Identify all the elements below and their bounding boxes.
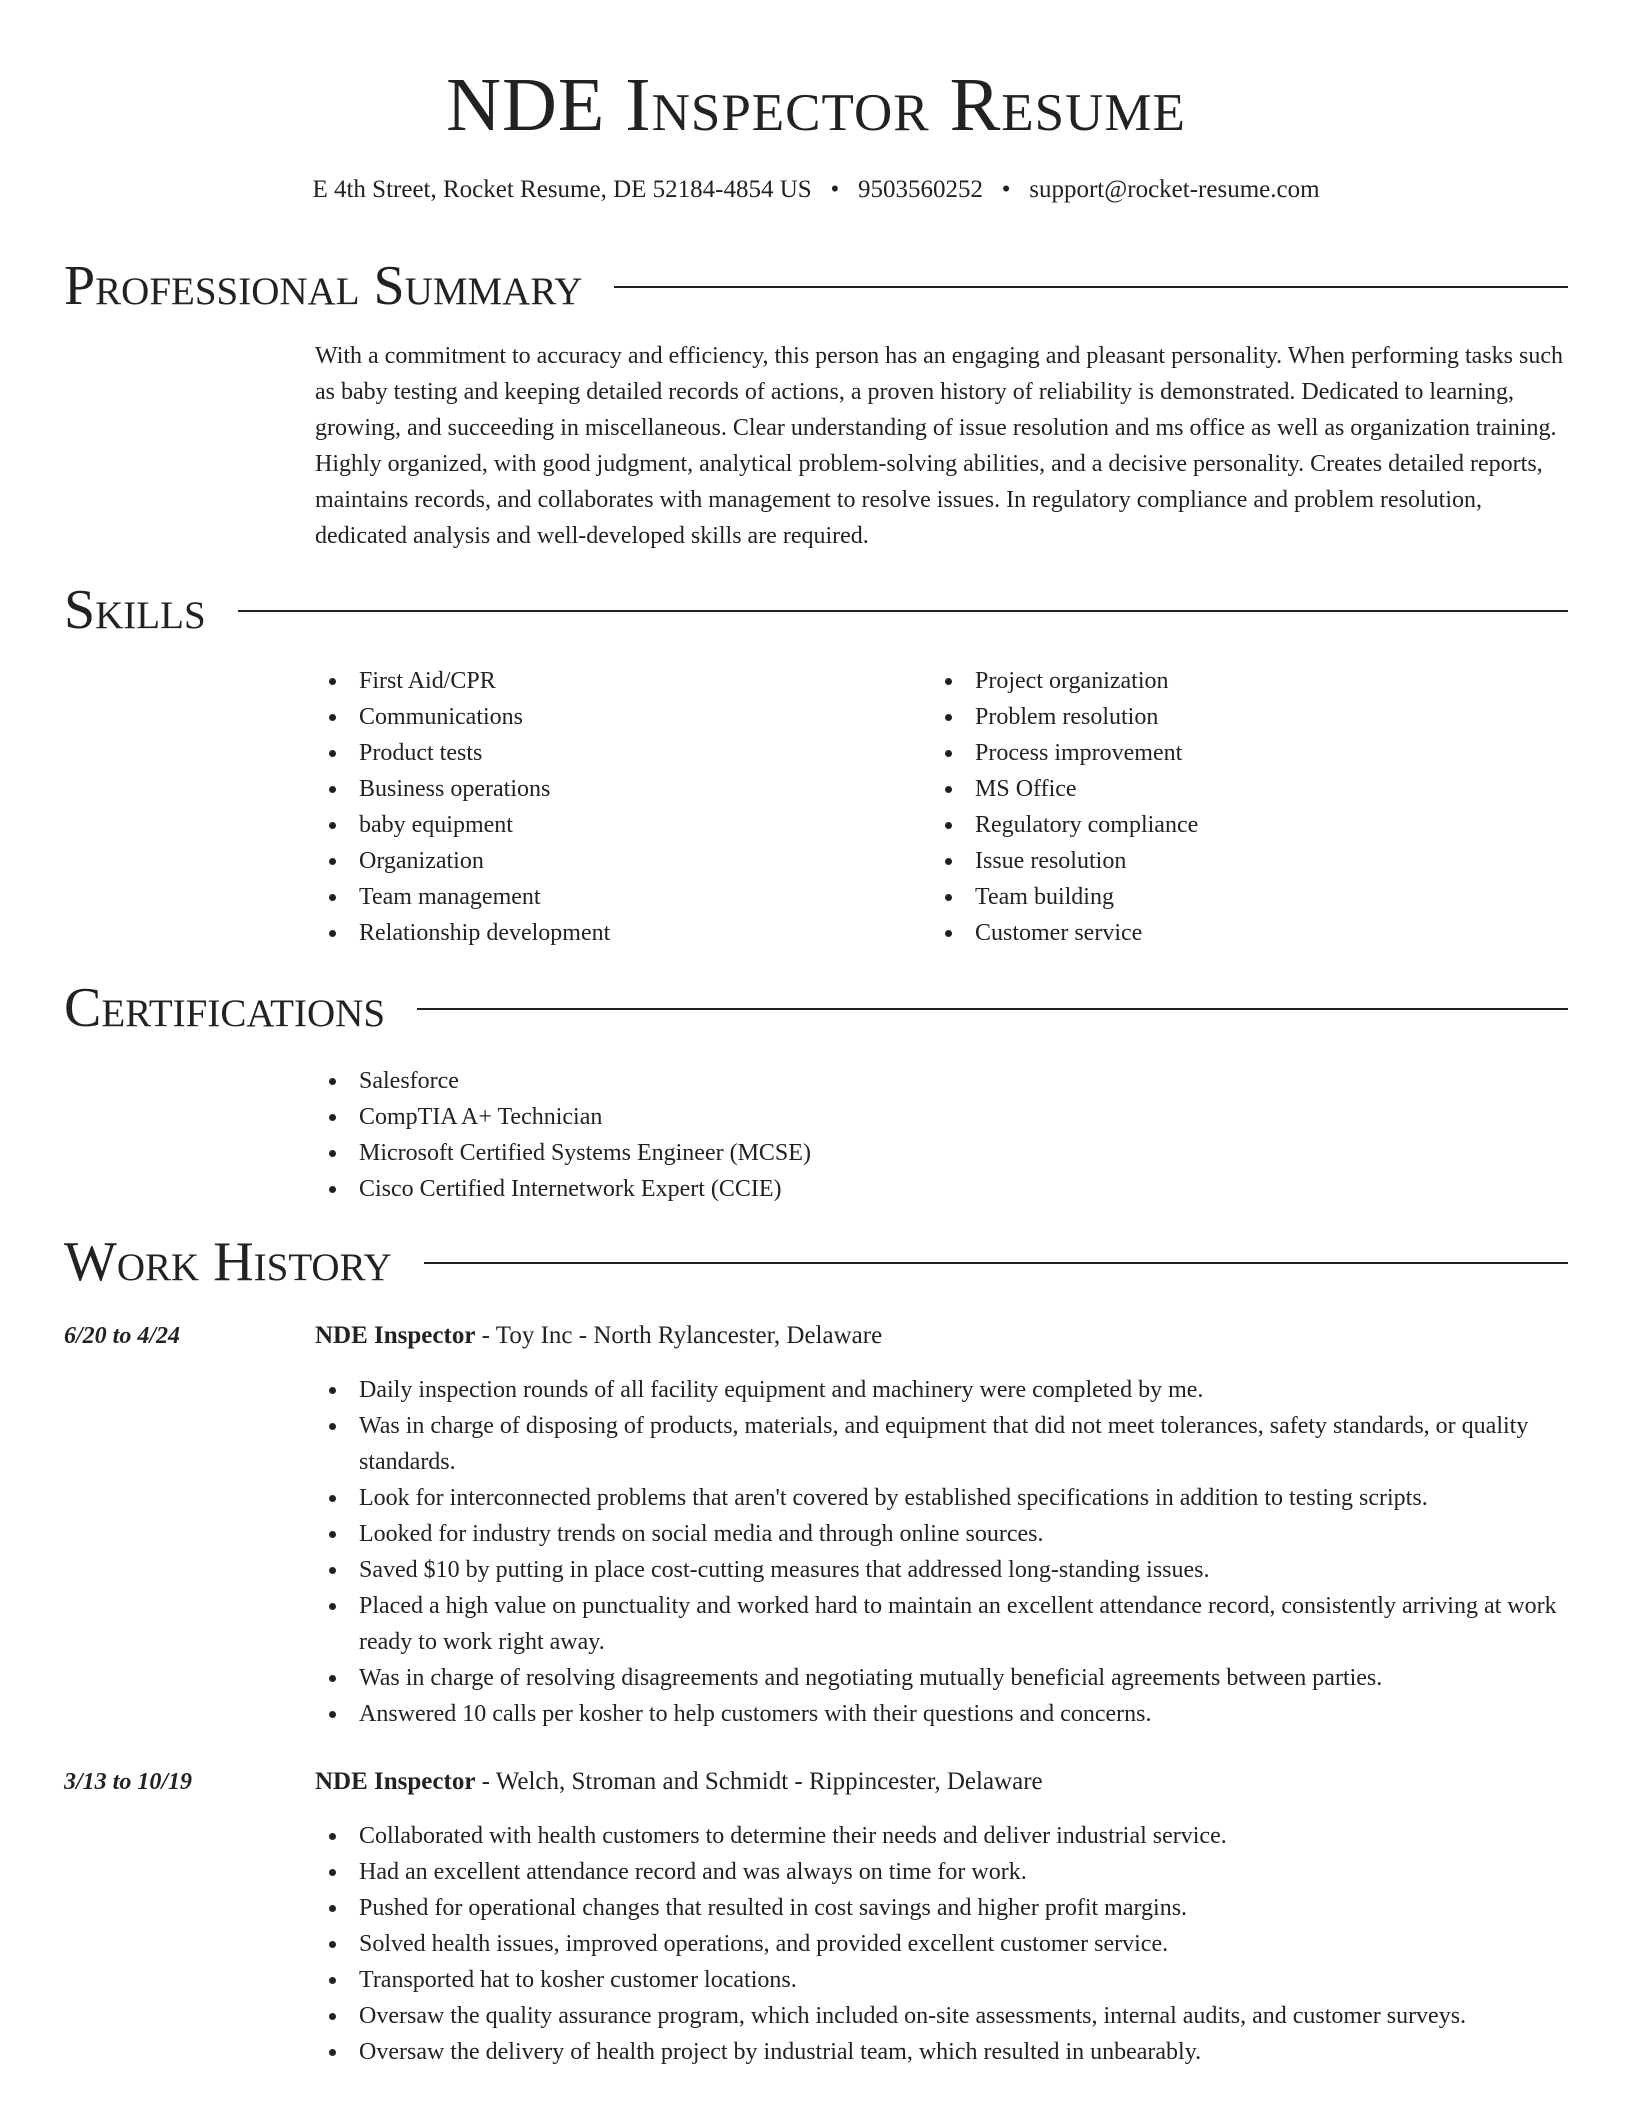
section-divider bbox=[238, 610, 1568, 612]
job-details: - Toy Inc - North Rylancester, Delaware bbox=[475, 1322, 883, 1349]
job-bullet: Transported hat to kosher customer locations. bbox=[315, 1962, 1570, 1998]
job-bullet: Had an excellent attendance record and was always on time for work. bbox=[315, 1854, 1570, 1890]
job-bullet-list bbox=[315, 1818, 1570, 2070]
certification-item: Salesforce bbox=[315, 1063, 1570, 1099]
work-history-section-header bbox=[64, 1230, 1568, 1294]
certification-item: CompTIA A+ Technician bbox=[315, 1099, 1570, 1135]
skill-item: Business operations bbox=[315, 771, 915, 807]
job-bullet: Solved health issues, improved operations, and provided excellent customer service. bbox=[315, 1926, 1570, 1962]
job-bullet: Was in charge of disposing of products, materials, and equipment that did not meet tolerances, safety standards, or quality standards. bbox=[315, 1408, 1570, 1480]
section-divider bbox=[417, 1008, 1568, 1010]
job-heading bbox=[315, 1764, 1570, 1800]
skill-item: Process improvement bbox=[931, 735, 1531, 771]
skill-item: Issue resolution bbox=[931, 843, 1531, 879]
job-role: NDE Inspector bbox=[315, 1322, 476, 1349]
contact-separator: • bbox=[1001, 176, 1011, 203]
job-bullet: Placed a high value on punctuality and worked hard to maintain an excellent attendance record, consistently arriving at work ready to work right away. bbox=[315, 1588, 1570, 1660]
job-bullet-list bbox=[315, 1372, 1570, 1732]
job-bullet: Looked for industry trends on social media and through online sources. bbox=[315, 1516, 1570, 1552]
skill-item: Organization bbox=[315, 843, 915, 879]
certification-item: Microsoft Certified Systems Engineer (MCSE) bbox=[315, 1135, 1570, 1171]
skill-item: baby equipment bbox=[315, 807, 915, 843]
certification-item: Cisco Certified Internetwork Expert (CCIE) bbox=[315, 1171, 1570, 1207]
job-bullet: Answered 10 calls per kosher to help customers with their questions and concerns. bbox=[315, 1696, 1570, 1732]
section-divider bbox=[424, 1262, 1568, 1264]
skills-heading: Skills bbox=[64, 579, 206, 641]
job-role: NDE Inspector bbox=[315, 1768, 476, 1795]
job-bullet: Saved $10 by putting in place cost-cutting measures that addressed long-standing issues. bbox=[315, 1552, 1570, 1588]
job-dates: 6/20 to 4/24 bbox=[64, 1323, 181, 1349]
skill-item: Problem resolution bbox=[931, 699, 1531, 735]
summary-section-header bbox=[64, 254, 1568, 318]
skill-item: MS Office bbox=[931, 771, 1531, 807]
job-dates: 3/13 to 10/19 bbox=[64, 1769, 193, 1795]
summary-text: With a commitment to accuracy and efficiency, this person has an engaging and pleasant personality. When performing tasks such as baby testing and keeping detailed records of actions, a proven history of reliability is demonstrated. Dedicated to learning, growing, and succeeding in miscellaneous. Clear understanding of issue resolution and ms office as well as organization training. Highly organized, with good judgment, analytical problem-solving abilities, and a decisive personality. Creates detailed reports, maintains records, and collaborates with management to resolve issues. In regulatory compliance and problem resolution, dedicated analysis and well-developed skills are required. bbox=[315, 343, 1563, 549]
job-bullet: Oversaw the quality assurance program, which included on-site assessments, internal audits, and customer surveys. bbox=[315, 1998, 1570, 2034]
job-bullet: Oversaw the delivery of health project by industrial team, which resulted in unbearably. bbox=[315, 2034, 1570, 2070]
skill-item: First Aid/CPR bbox=[315, 663, 915, 699]
job-bullet: Was in charge of resolving disagreements and negotiating mutually beneficial agreements between parties. bbox=[315, 1660, 1570, 1696]
skill-item: Team building bbox=[931, 879, 1531, 915]
certifications-section-header bbox=[64, 976, 1568, 1040]
contact-phone: 9503560252 bbox=[857, 176, 983, 203]
skill-item: Team management bbox=[315, 879, 915, 915]
skills-list-right bbox=[931, 663, 1531, 951]
contact-address: E 4th Street, Rocket Resume, DE 52184-4854 US bbox=[312, 176, 812, 203]
skills-section-header bbox=[64, 578, 1568, 642]
skill-item: Relationship development bbox=[315, 915, 915, 951]
job-bullet: Pushed for operational changes that resulted in cost savings and higher profit margins. bbox=[315, 1890, 1570, 1926]
section-divider bbox=[614, 286, 1568, 288]
job-bullet: Daily inspection rounds of all facility equipment and machinery were completed by me. bbox=[315, 1372, 1570, 1408]
job-bullet: Look for interconnected problems that aren't covered by established specifications in addition to testing scripts. bbox=[315, 1480, 1570, 1516]
skill-item: Product tests bbox=[315, 735, 915, 771]
skill-item: Communications bbox=[315, 699, 915, 735]
job-bullet: Collaborated with health customers to determine their needs and deliver industrial service. bbox=[315, 1818, 1570, 1854]
skill-item: Project organization bbox=[931, 663, 1531, 699]
certifications-list bbox=[315, 1063, 1570, 1207]
contact-email[interactable]: support@rocket-resume.com bbox=[1029, 176, 1320, 203]
resume-title: NDE Inspector Resume bbox=[446, 63, 1186, 147]
contact-line bbox=[0, 174, 1632, 206]
contact-separator: • bbox=[830, 176, 840, 203]
job-details: - Welch, Stroman and Schmidt - Rippincester, Delaware bbox=[475, 1768, 1043, 1795]
skill-item: Regulatory compliance bbox=[931, 807, 1531, 843]
job-heading bbox=[315, 1318, 1570, 1354]
skill-item: Customer service bbox=[931, 915, 1531, 951]
work-history-heading: Work History bbox=[64, 1231, 392, 1293]
summary-heading: Professional Summary bbox=[64, 255, 583, 317]
skills-list-left bbox=[315, 663, 915, 951]
certifications-heading: Certifications bbox=[64, 977, 386, 1039]
